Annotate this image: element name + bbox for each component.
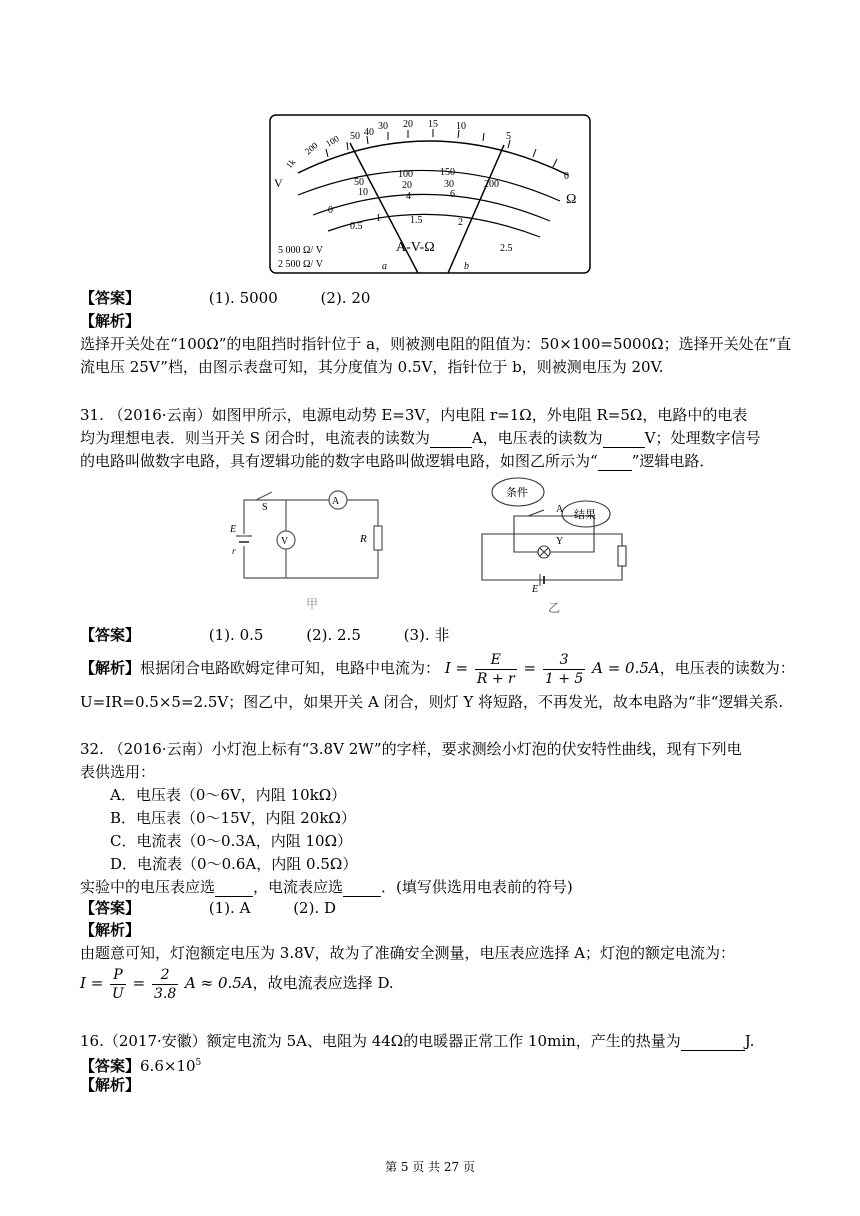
answer-label: 【答案】 (80, 1057, 141, 1075)
svg-text:r: r (232, 546, 236, 556)
meter-rating-1: 5 000 Ω/ V (278, 245, 323, 256)
q31-line1: 31. （2016·云南）如图甲所示，电源电动势 E=3V，内电阻 r=1Ω，外电阻 R=5Ω，电路中的电表 (80, 406, 748, 424)
svg-text:20: 20 (403, 119, 413, 130)
svg-text:1: 1 (376, 213, 381, 224)
q31-line3: 的电路叫做数字电路，具有逻辑功能的数字电路叫做逻辑电路，如图乙所示为“ ”逻辑电路． (80, 452, 715, 470)
svg-text:A: A (556, 504, 564, 515)
q16-answer: 【答案】$6.6\times 10^5$ (80, 1057, 202, 1075)
svg-text:1k: 1k (283, 156, 298, 171)
svg-text:E: E (230, 524, 237, 535)
answer-label: 【答案】 (80, 899, 141, 917)
svg-text:15: 15 (428, 119, 438, 130)
caption-yi: 乙 (548, 601, 561, 615)
svg-text:R: R (360, 533, 367, 545)
meter-center-text: A-V-Ω (396, 240, 435, 255)
q32-option-d: D．电流表（0～0.6A，内阻 0.5Ω） (110, 855, 358, 873)
meter-ohm-symbol: Ω (566, 192, 577, 207)
svg-text:100: 100 (398, 169, 413, 180)
q30-analysis-line2: 流电压 25V”档，由图示表盘可知，其分度值为 0.5V，指针位于 b，则被测电压为 20V. (80, 358, 664, 376)
meter-rating-2: 2 500 Ω/ V (278, 259, 323, 270)
svg-text:5: 5 (506, 131, 511, 142)
svg-text:1.5: 1.5 (410, 215, 423, 226)
q16-line1: 16.（2017·安徽）额定电流为 5A、电阻为 44Ω的电暖器正常工作 10min，产生的热量为 J. (80, 1032, 755, 1050)
svg-text:50: 50 (350, 131, 360, 142)
svg-text:2.5: 2.5 (500, 243, 513, 254)
svg-text:2: 2 (458, 217, 463, 228)
svg-text:E: E (532, 584, 539, 595)
analysis-label: 【解析】 (80, 1076, 141, 1094)
q30-answer: 【答案】 (1). 5000 (2). 20 (80, 289, 371, 307)
analysis-label: 【解析】 (80, 312, 141, 330)
svg-text:0.5: 0.5 (350, 221, 363, 232)
q31-line2: 均为理想电表．则当开关 S 闭合时，电流表的读数为 A，电压表的读数为 V；处理数字信号 (80, 429, 761, 447)
meter-left-mark: V (274, 176, 283, 190)
q31-answer: 【答案】 (1). 0.5 (2). 2.5 (3). 非 (80, 626, 450, 644)
svg-text:Y: Y (556, 536, 564, 547)
q32-line2: 表供选用： (80, 763, 156, 781)
pointer-a-label: a (382, 261, 387, 272)
svg-text:4: 4 (406, 191, 411, 202)
svg-text:30: 30 (444, 179, 454, 190)
page-footer: 第 5 页 共 27 页 (385, 1160, 475, 1174)
q31-analysis-line2: U=IR=0.5×5=2.5V；图乙中，如果开关 A 闭合，则灯 Y 将短路，不再发光，故本电路为“非“逻辑关系. (80, 693, 784, 711)
circuit-figure-yi (468, 472, 638, 616)
svg-text:A: A (332, 496, 340, 507)
svg-text:10: 10 (358, 187, 368, 198)
svg-text:6: 6 (450, 189, 455, 200)
q32-option-b: B．电压表（0～15V，内阻 20kΩ） (110, 809, 356, 827)
q32-line1: 32. （2016·云南）小灯泡上标有“3.8V 2W”的字样，要求测绘小灯泡的伏安特性曲线，现有下列电 (80, 740, 742, 758)
svg-text:20: 20 (402, 180, 412, 191)
circuit-figure-jia (226, 478, 396, 614)
q30-analysis-line1: 选择开关处在“100Ω”的电阻挡时指针位于 a，则被测电阻的阻值为：50×100=5000Ω；选择开关处在“直 (80, 335, 792, 353)
svg-text:150: 150 (440, 167, 455, 178)
svg-text:S: S (262, 502, 268, 513)
svg-text:40: 40 (364, 127, 374, 138)
answer-label: 【答案】 (80, 626, 141, 644)
svg-text:10: 10 (456, 121, 466, 132)
q32-option-a: A．电压表（0～6V，内阻 10kΩ） (110, 786, 347, 804)
svg-text:0: 0 (328, 205, 333, 216)
svg-text:200: 200 (484, 179, 499, 190)
q32-choose-line: 实验中的电压表应选 ，电流表应选 ．(填写供选用电表前的符号) (80, 878, 573, 896)
svg-text:V: V (281, 536, 289, 547)
analysis-label: 【解析】 (80, 921, 141, 939)
pointer-b-label: b (464, 261, 469, 272)
svg-text:30: 30 (378, 121, 388, 132)
q32-answer: 【答案】 (1). A (2). D (80, 899, 337, 917)
q32-option-c: C．电流表（0～0.3A，内阻 10Ω） (110, 832, 353, 850)
multimeter-dial-figure (268, 113, 592, 275)
svg-text:100: 100 (324, 133, 341, 149)
svg-text:结果: 结果 (574, 509, 596, 521)
svg-text:条件: 条件 (506, 487, 528, 499)
svg-text:50: 50 (354, 177, 364, 188)
answer-label: 【答案】 (80, 289, 141, 307)
q32-analysis-line2: I = $\frac{P}{U}$ = $\frac{2}{3.8}$ A ≈ 0.5A，故电流表应选择 D. (80, 966, 394, 1002)
caption-jia: 甲 (306, 597, 319, 611)
q31-analysis-line1: 【解析】根据闭合电路欧姆定律可知，电路中电流为： I = $\frac{E}{R + r}$ = $\frac{3}{1 + 5}$ A = 0.5A，电压表的读数为： (80, 651, 795, 687)
svg-text:0: 0 (564, 171, 569, 182)
svg-text:200: 200 (302, 140, 320, 157)
q32-analysis-line1: 由题意可知，灯泡额定电压为 3.8V，故为了准确安全测量，电压表应选择 A；灯泡的额定电流为： (80, 944, 736, 962)
